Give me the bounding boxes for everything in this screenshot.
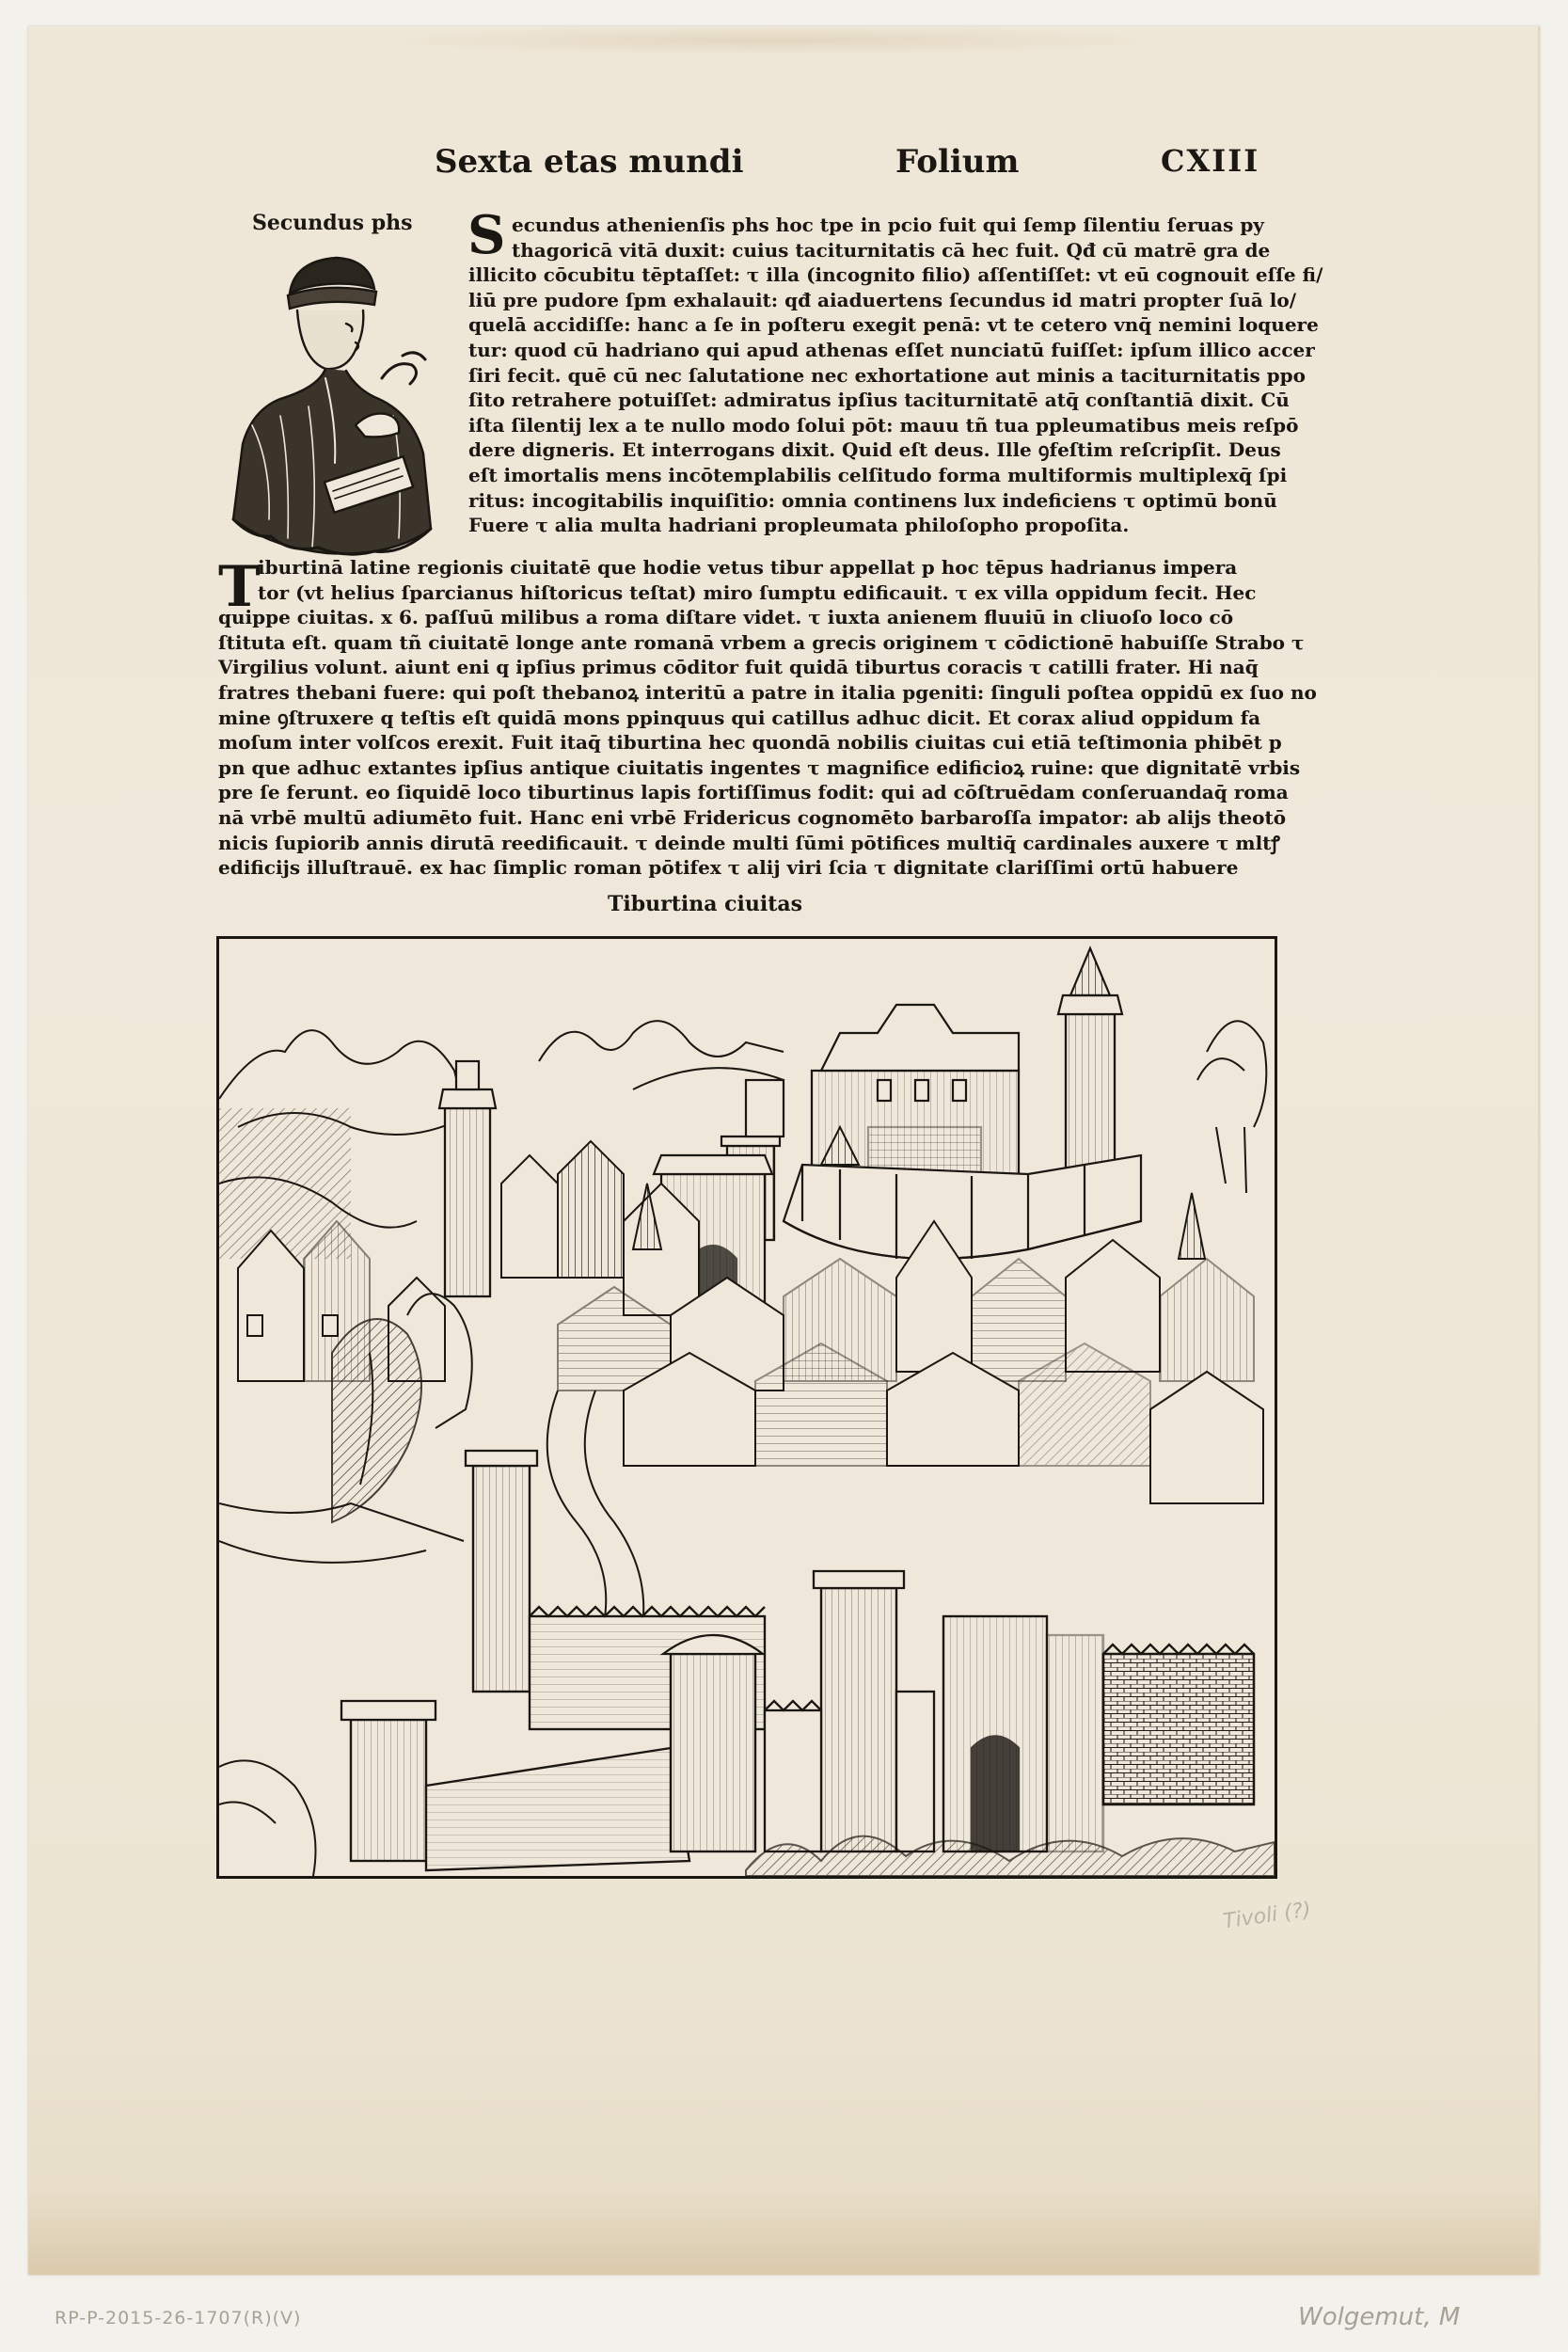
text-line: illicito cōcubitu tēptaſſet: τ illa (incognito filio) aſſentiſſet: vt eū cognouit eſſe fi/ bbox=[468, 263, 1323, 287]
portrait-woodcut bbox=[214, 237, 450, 566]
city-view-woodcut bbox=[216, 936, 1277, 1879]
inventory-number: RP-P-2015-26-1707(R)(V) bbox=[55, 2308, 302, 2328]
drop-cap-s: S bbox=[467, 204, 506, 266]
water-stain bbox=[386, 26, 1157, 55]
city-walls bbox=[341, 1451, 1254, 1870]
text-line: edificijs illuſtrauē. ex hac ſimplic roman pōtifex τ alij viri ſcia τ dignitate clariſſimi ortū habuere bbox=[218, 856, 1239, 880]
text-line: fratres thebani fuere: qui poſt thebanoꝝ interitū a patre in italia pgeniti: ſinguli poſtea oppidū ex ſuo no bbox=[218, 680, 1317, 704]
text-line: moſum inter volſcos erexit. Fuit itaq̄ tiburtina hec quondā nobilis ciuitas cui etiā teſtimonia phibēt p bbox=[218, 731, 1282, 755]
text-line: mine ꝯſtruxere q teſtis eſt quidā mons ppinquus qui catillus adhuc dicit. Et corax aliud oppidum fa bbox=[218, 706, 1261, 729]
woodcut-caption: Tiburtina ciuitas bbox=[608, 892, 803, 916]
text-line: tur: quod cū hadriano qui apud athenas eſſet nunciatū fuiſſet: ipſum illico accer bbox=[468, 338, 1315, 361]
text-line: pn que adhuc extantes ipſius antique ciuitatis ingentes τ magnifice edificioꝝ ruine: que dignitatē vrbis bbox=[218, 755, 1301, 779]
artist-annotation: Wolgemut, M bbox=[1298, 2303, 1461, 2331]
portrait-caption: Secundus phs bbox=[252, 211, 413, 235]
text-line: ritus: incogitabilis inquiſitio: omnia continens lux indeficiens τ optimū bonū bbox=[468, 488, 1277, 512]
pencil-annotation-margin: Tivoli (?) bbox=[1221, 1898, 1313, 1934]
text-column-tiburtina bbox=[218, 555, 1317, 881]
drop-cap-t: T bbox=[218, 554, 261, 620]
text-line: iſta ſilentij lex a te nullo modo ſolui pōt: mauu tñ tua ppleumatibus meis reſpō bbox=[468, 413, 1299, 437]
text-line: nā vrbē multū adiumēto fuit. Hanc eni vrbē Fridericus cognomēto barbaroſſa impator: ab alijs theotō bbox=[218, 805, 1287, 829]
text-line: iburtinā latine regionis ciuitatē que hodie vetus tibur appellat p hoc tēpus hadrianus impera bbox=[258, 556, 1238, 579]
text-line: quippe ciuitas. x 6. paſſuū milibus a roma diſtare videt. τ iuxta anienem fluuiū in cliuoſo loco cō bbox=[218, 606, 1234, 629]
text-line: tor (vt helius ſparcianus hiſtoricus teſtat) miro ſumptu edificauit. τ ex villa oppidum fecit. Hec bbox=[258, 580, 1257, 604]
text-line: nicis ſupiorib annis dirutā reedificauit. τ deinde multi ſūmi pōtifices multiq̄ cardinales auxere τ mltꝭ bbox=[218, 831, 1280, 854]
text-line: dere digneris. Et interrogans dixit. Quid eſt deus. Ille ꝯfeſtim reſcripſit. Deus bbox=[468, 438, 1281, 462]
text-line: thagoricā vitā duxit: cuius taciturnitatis cā hec fuit. Qđ cū matrē gra de bbox=[512, 238, 1271, 262]
text-line: liū pre pudore ſpm exhalauit: qđ aiaduertens ſecundus id matri propter ſuā lo/ bbox=[468, 288, 1297, 311]
text-line: pre ſe ferunt. eo ſiquidē loco tiburtinus lapis fortiſſimus fodit: qui ad cōſtruēdam conſeruandaq̄ roma bbox=[218, 781, 1289, 804]
text-line: Virgilius volunt. aiunt eni q ipſius primus cōditor fuit quidā tiburtus coracis τ catilli frater. Hi naq̄ bbox=[218, 656, 1259, 679]
running-head-folium: Folium bbox=[895, 143, 1020, 181]
text-line: ſiri fecit. quē cū nec ſalutatione nec exhortatione aut minis a taciturnitatis ppo bbox=[468, 363, 1306, 387]
text-column-secundus bbox=[468, 213, 1323, 538]
text-line: ecundus athenienſis phs hoc tpe in pcio fuit qui ſemp ſilentiu ſeruas py bbox=[512, 214, 1264, 236]
text-line: ſtituta eſt. quam tñ ciuitatē longe ante romanā vrbem a grecis originem τ cōdictionē habuiſſe Strabo τ bbox=[218, 630, 1305, 654]
citadel bbox=[721, 948, 1141, 1259]
folio-number: CXIII bbox=[1161, 143, 1260, 179]
city-view-illustration bbox=[219, 939, 1275, 1876]
text-line: ſito retrahere potuiſſet: admiratus ipſius taciturnitatē atq̄ conſtantiā dixit. Cū bbox=[468, 389, 1290, 412]
text-line: Fuere τ alia multa hadriani propleumata philoſopho propoſita. bbox=[468, 514, 1130, 537]
text-line: quelā accidiſſe: hanc a ſe in poſteru exegit penā: vt te cetero vnq̄ nemini loquere bbox=[468, 313, 1319, 337]
running-head-title: Sexta etas mundi bbox=[435, 143, 744, 181]
text-line: eſt imortalis mens incōtemplabilis celſitudo forma multiformis multiplexq̄ ſpi bbox=[468, 463, 1288, 486]
